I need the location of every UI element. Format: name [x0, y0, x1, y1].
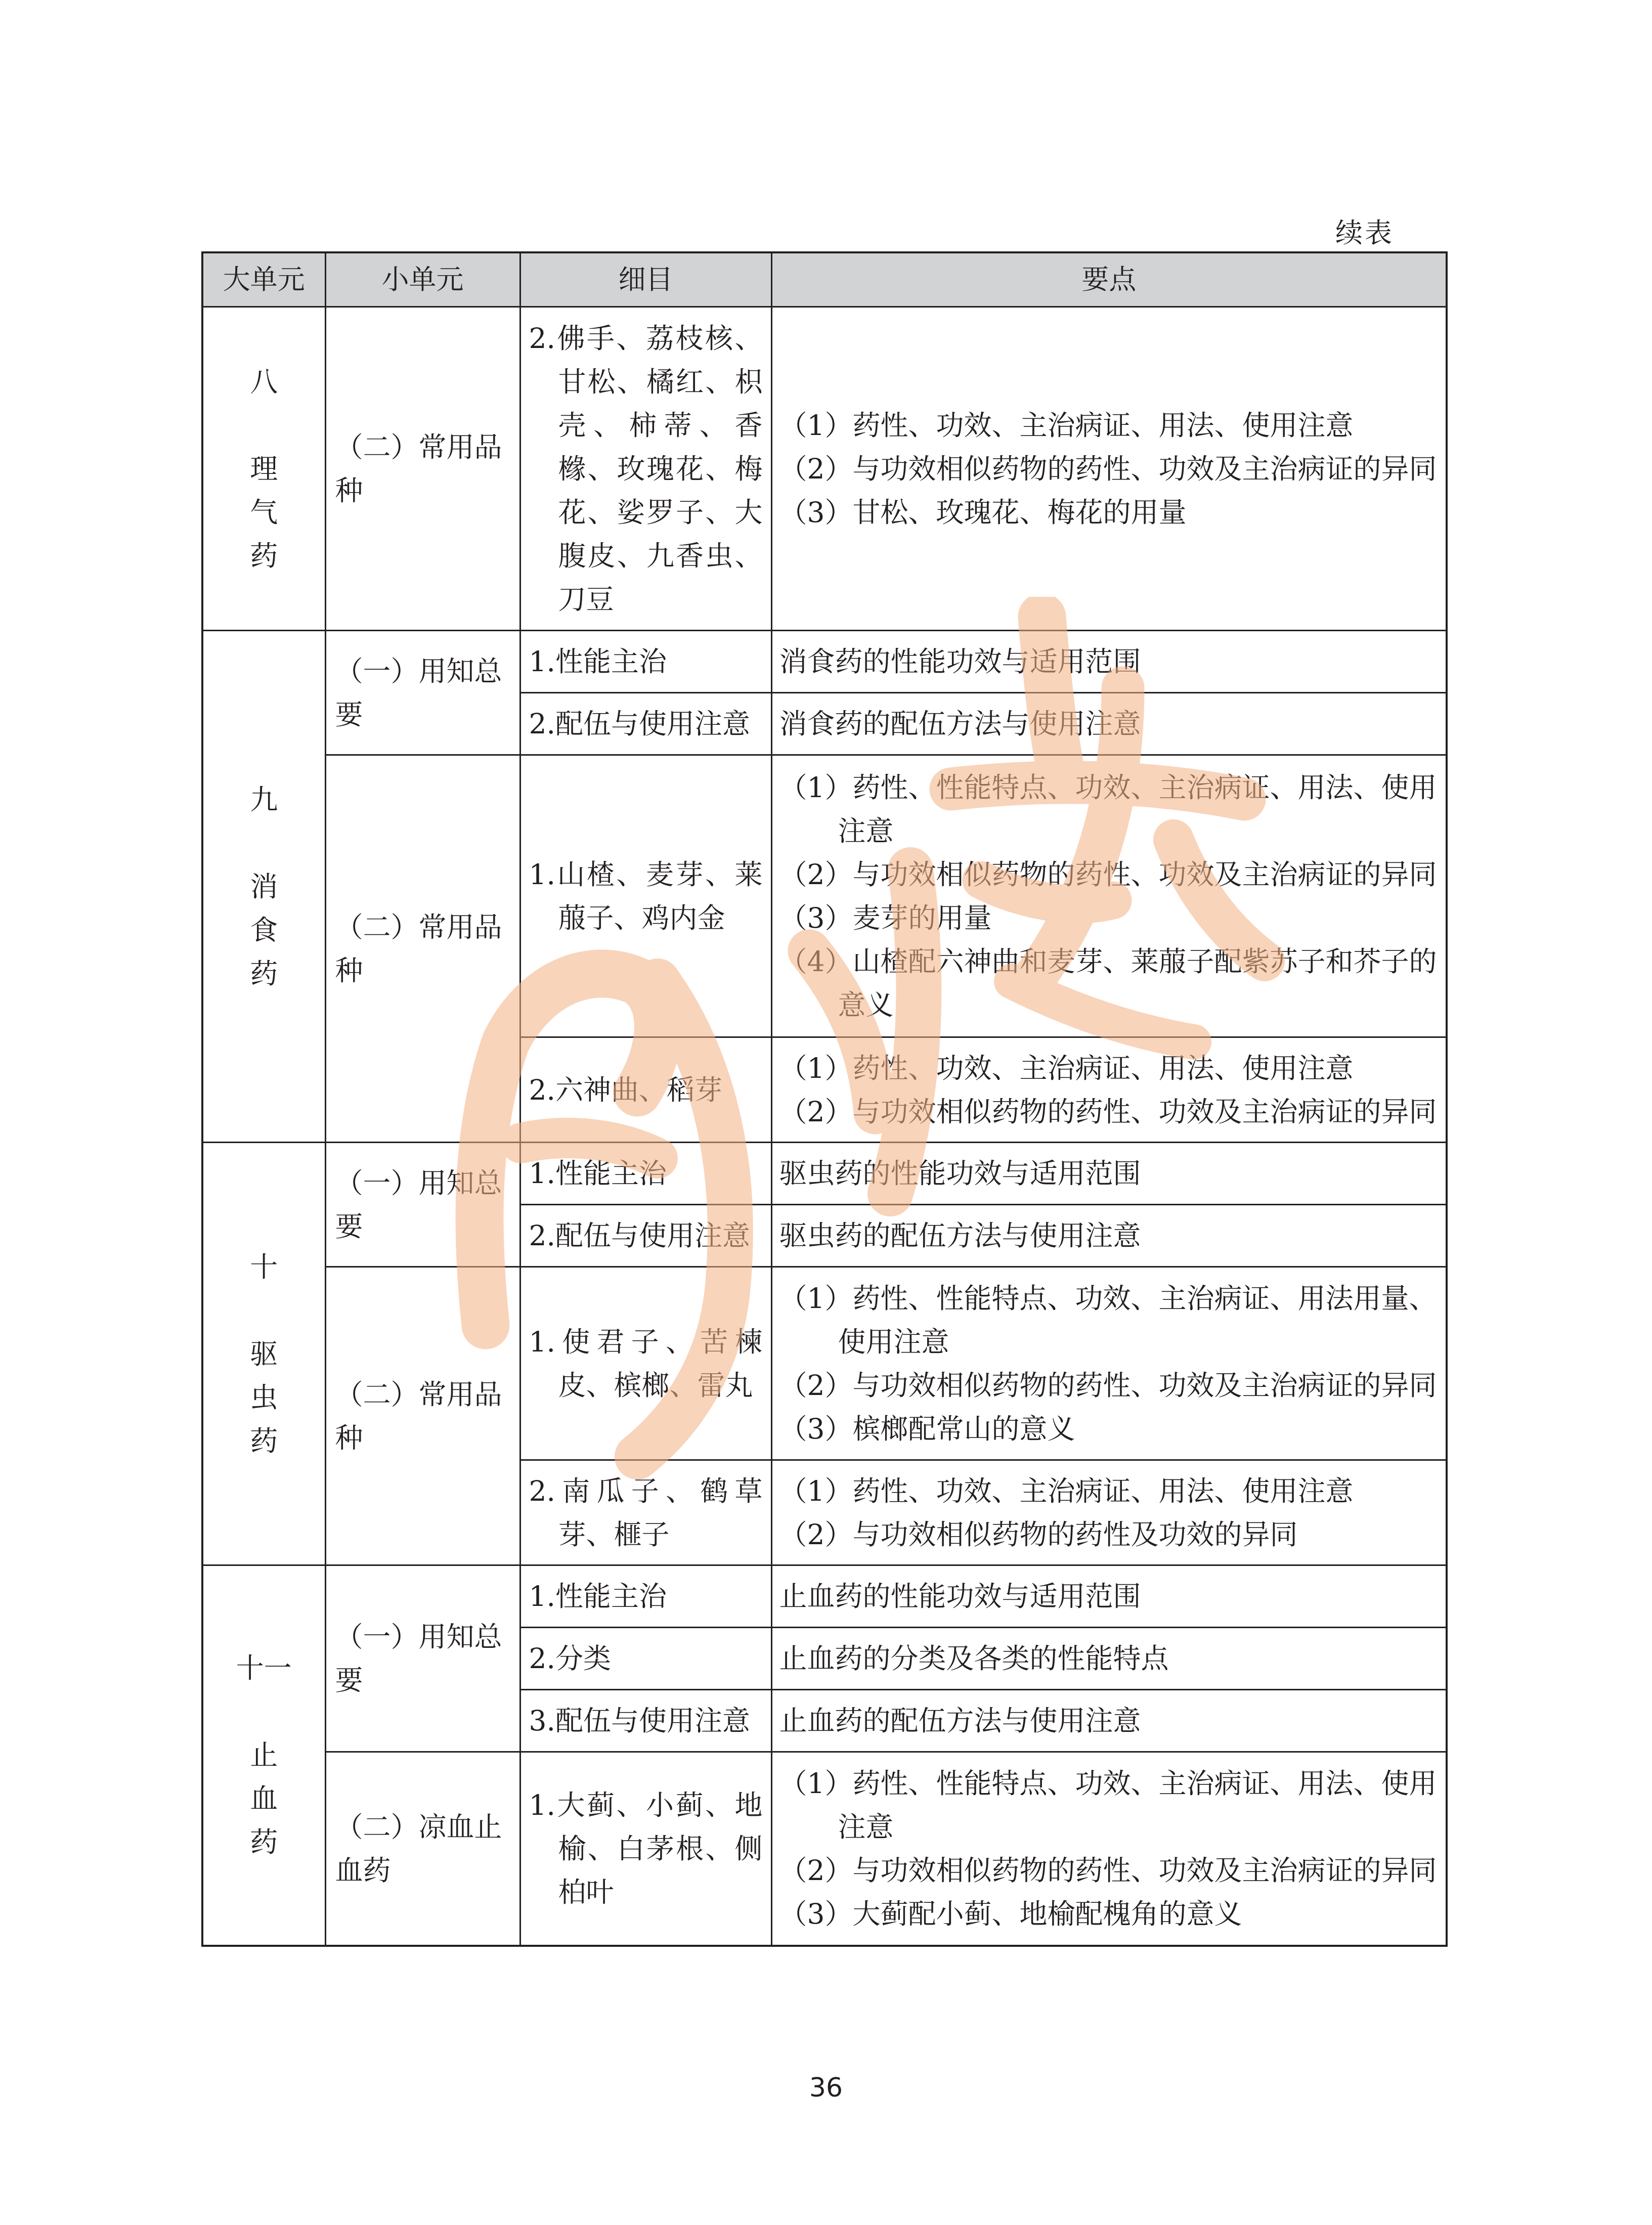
key-points-cell — [771, 1565, 1447, 1628]
key-points-cell — [771, 1628, 1447, 1690]
major-unit-name: 止血药 — [250, 1739, 278, 1859]
key-point: （3）大蓟配小蓟、地榆配槐角的意义 — [779, 1897, 1242, 1930]
key-point: （1）药性、功效、主治病证、用法、使用注意 — [779, 409, 1354, 442]
minor-unit-cell: （一）用知总要 — [325, 631, 520, 755]
page-number: 36 — [809, 2073, 843, 2103]
major-unit-cell — [202, 1143, 325, 1565]
major-unit-number: 九 — [250, 783, 278, 816]
detail-cell — [520, 1752, 771, 1946]
table-row — [202, 755, 1447, 1037]
major-unit-number: 十 — [250, 1250, 278, 1283]
detail-text: 2.配伍与使用注意 — [529, 708, 750, 740]
minor-unit-cell: （二）常用品种 — [325, 755, 520, 1143]
table-row — [202, 631, 1447, 693]
minor-unit-cell: （一）用知总要 — [325, 1565, 520, 1752]
key-point: （1）药性、性能特点、功效、主治病证、用法、使用注意 — [779, 771, 1437, 847]
detail-cell — [520, 1037, 771, 1143]
detail-text: 1.大蓟、小蓟、地榆、白茅根、侧柏叶 — [529, 1788, 763, 1908]
header-major-unit: 大单元 — [202, 252, 325, 307]
major-unit-name: 理气药 — [250, 452, 278, 572]
key-point: （2）与功效相似药物的药性、功效及主治病证的异同 — [779, 858, 1437, 891]
header-detail: 细目 — [520, 252, 771, 307]
key-point: 驱虫药的性能功效与适用范围 — [779, 1157, 1141, 1190]
major-unit-name: 消食药 — [250, 870, 278, 990]
detail-cell — [520, 307, 771, 631]
key-point: （1）药性、功效、主治病证、用法、使用注意 — [779, 1052, 1354, 1084]
header-key-points: 要点 — [771, 252, 1447, 307]
table-row — [202, 1267, 1447, 1460]
key-points-cell — [771, 307, 1447, 631]
detail-text: 2.佛手、荔枝核、甘松、橘红、枳壳、柿蒂、香橼、玫瑰花、梅花、娑罗子、大腹皮、九香虫、刀豆 — [529, 322, 763, 616]
detail-text: 1.山楂、麦芽、莱菔子、鸡内金 — [529, 858, 763, 934]
header-minor-unit: 小单元 — [325, 252, 520, 307]
detail-cell — [520, 1460, 771, 1565]
detail-text: 2.六神曲、稻芽 — [529, 1073, 722, 1106]
table-row — [202, 1565, 1447, 1628]
key-points-cell — [771, 1037, 1447, 1143]
detail-cell — [520, 1565, 771, 1628]
syllabus-table — [201, 251, 1448, 1947]
key-point: （2）与功效相似药物的药性、功效及主治病证的异同 — [779, 1369, 1437, 1402]
detail-text: 1.性能主治 — [529, 1157, 667, 1190]
detail-cell — [520, 1690, 771, 1752]
detail-text: 2.分类 — [529, 1642, 611, 1675]
major-unit-cell — [202, 631, 325, 1143]
detail-text: 1.性能主治 — [529, 1580, 667, 1612]
minor-unit-cell: （一）用知总要 — [325, 1143, 520, 1267]
key-points-cell — [771, 1460, 1447, 1565]
minor-unit-cell: （二）常用品种 — [325, 307, 520, 631]
key-points-cell — [771, 1143, 1447, 1205]
key-point: （2）与功效相似药物的药性、功效及主治病证的异同 — [779, 1854, 1437, 1887]
table-row — [202, 1752, 1447, 1946]
key-point: （2）与功效相似药物的药性及功效的异同 — [779, 1518, 1298, 1551]
table-row — [202, 1143, 1447, 1205]
major-unit-number: 十一 — [236, 1652, 292, 1685]
table-row — [202, 307, 1447, 631]
major-unit-cell — [202, 307, 325, 631]
key-point: 消食药的配伍方法与使用注意 — [779, 708, 1141, 740]
minor-unit-cell: （二）常用品种 — [325, 1267, 520, 1565]
detail-cell — [520, 1628, 771, 1690]
key-point: （3）槟榔配常山的意义 — [779, 1412, 1075, 1445]
key-point: （2）与功效相似药物的药性、功效及主治病证的异同 — [779, 452, 1437, 485]
key-point: 消食药的性能功效与适用范围 — [779, 645, 1141, 678]
major-unit-number: 八 — [250, 365, 278, 398]
detail-cell — [520, 1205, 771, 1267]
detail-text: 2.南瓜子、鹤草芽、榧子 — [529, 1474, 763, 1551]
major-unit-name: 驱虫药 — [250, 1337, 278, 1457]
detail-text: 2.配伍与使用注意 — [529, 1219, 750, 1252]
detail-text: 1.使君子、苦楝皮、槟榔、雷丸 — [529, 1325, 763, 1402]
detail-cell — [520, 1143, 771, 1205]
minor-unit-cell: （二）凉血止血药 — [325, 1752, 520, 1946]
detail-text: 1.性能主治 — [529, 645, 667, 678]
key-points-cell — [771, 1267, 1447, 1460]
detail-cell — [520, 631, 771, 693]
key-point: 止血药的性能功效与适用范围 — [779, 1580, 1141, 1612]
key-point: （3）甘松、玫瑰花、梅花的用量 — [779, 496, 1187, 529]
key-points-cell — [771, 631, 1447, 693]
key-points-cell — [771, 693, 1447, 755]
key-points-cell — [771, 1690, 1447, 1752]
key-points-cell — [771, 755, 1447, 1037]
key-point: （1）药性、功效、主治病证、用法、使用注意 — [779, 1474, 1354, 1507]
detail-text: 3.配伍与使用注意 — [529, 1705, 750, 1737]
key-point: （3）麦芽的用量 — [779, 901, 992, 934]
key-points-cell — [771, 1205, 1447, 1267]
key-point: （1）药性、性能特点、功效、主治病证、用法用量、使用注意 — [779, 1282, 1437, 1358]
detail-cell — [520, 1267, 771, 1460]
major-unit-cell — [202, 1565, 325, 1946]
key-point: （4）山楂配六神曲和麦芽、莱菔子配紫苏子和芥子的意义 — [779, 945, 1437, 1021]
key-point: 止血药的分类及各类的性能特点 — [779, 1642, 1169, 1675]
key-points-cell — [771, 1752, 1447, 1946]
detail-cell — [520, 693, 771, 755]
detail-cell — [520, 755, 771, 1037]
key-point: 止血药的配伍方法与使用注意 — [779, 1705, 1141, 1737]
key-point: （2）与功效相似药物的药性、功效及主治病证的异同 — [779, 1095, 1437, 1128]
key-point: （1）药性、性能特点、功效、主治病证、用法、使用注意 — [779, 1767, 1437, 1843]
continued-label: 续表 — [1335, 217, 1394, 249]
key-point: 驱虫药的配伍方法与使用注意 — [779, 1219, 1141, 1252]
table-header-row — [202, 252, 1447, 307]
